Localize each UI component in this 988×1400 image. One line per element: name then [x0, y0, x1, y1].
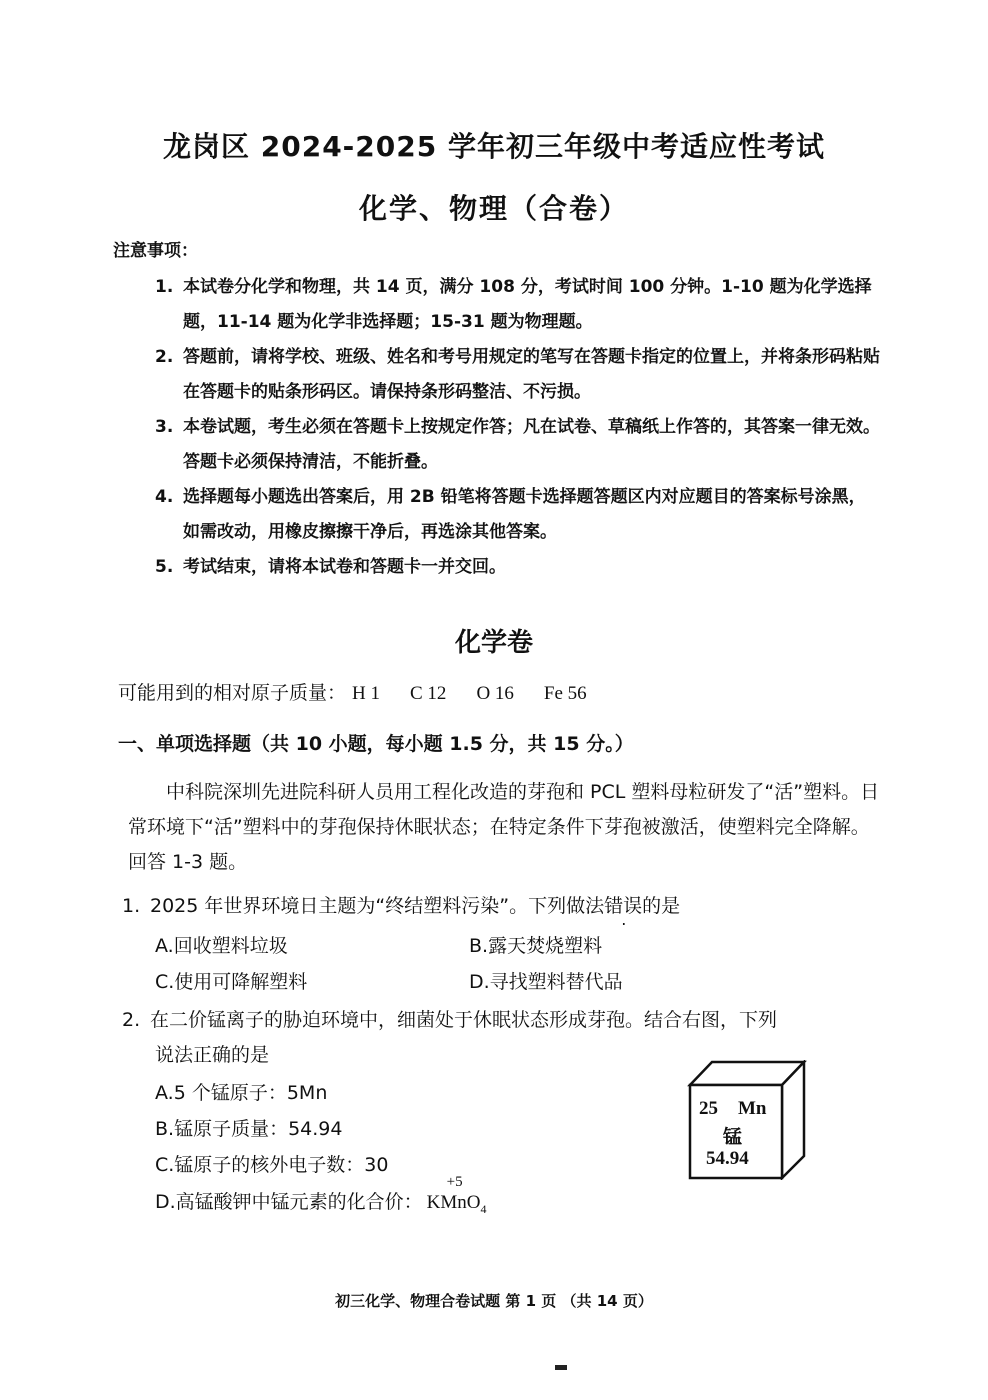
- q1-option-a: A.回收塑料垃圾: [155, 935, 288, 957]
- exam-title: 龙岗区 2024-2025 学年初三年级中考适应性考试: [163, 130, 825, 163]
- q2-option-d-text: D.高锰酸钾中锰元素的化合价：: [155, 1191, 423, 1213]
- element-mass: 54.94: [706, 1148, 749, 1169]
- q2-option-c: C.锰原子的核外电子数：30: [155, 1154, 389, 1176]
- formula-main: KMnO: [426, 1192, 481, 1213]
- question-stem: 在二价锰离子的胁迫环境中，细菌处于休眠状态形成芽孢。结合右图，下列: [150, 1009, 778, 1031]
- question-number: 2.: [122, 1009, 141, 1031]
- note-item: [155, 410, 880, 480]
- atomic-masses: [118, 678, 587, 705]
- question-stem-end: 的是: [642, 895, 681, 917]
- question-1: [122, 891, 680, 918]
- note-item: [155, 270, 880, 340]
- q2-option-b: B.锰原子质量：54.94: [155, 1118, 343, 1140]
- note-number: 5.: [155, 557, 174, 577]
- page-footer: 初三化学、物理合卷试题 第 1 页 （共 14 页）: [335, 1292, 653, 1310]
- question-2: [122, 1002, 882, 1038]
- intro-paragraph: 中科院深圳先进院科研人员用工程化改造的芽孢和 PCL 塑料母粒研发了“活”塑料。日常环境下“活”塑料中的芽孢保持休眠状态；在特定条件下芽孢被激活，使塑料完全降解。回答 1-3 题。: [128, 781, 880, 873]
- valence-label: +5: [446, 1174, 463, 1190]
- note-number: 2.: [155, 347, 174, 367]
- q1-option-b: B.露天焚烧塑料: [469, 935, 603, 957]
- question-stem-continued: 说法正确的是: [155, 1044, 270, 1066]
- element-name: 锰: [723, 1126, 743, 1148]
- exam-subtitle: 化学、物理（合卷）: [358, 192, 629, 225]
- note-item: [155, 550, 880, 585]
- q1-option-c: C.使用可降解塑料: [155, 971, 308, 993]
- atomic-mass-h: H 1: [352, 683, 380, 704]
- formula-subscript: 4: [480, 1201, 487, 1216]
- section-title: 化学卷: [454, 628, 533, 658]
- atomic-masses-label: 可能用到的相对原子质量：: [118, 682, 347, 704]
- note-item: [155, 480, 880, 550]
- notes-heading: 注意事项：: [113, 241, 198, 261]
- question-number: 1.: [122, 895, 141, 917]
- part-heading: 一、单项选择题（共 10 小题，每小题 1.5 分，共 15 分。）: [118, 733, 634, 755]
- note-number: 1.: [155, 277, 174, 297]
- element-symbol: Mn: [738, 1098, 767, 1119]
- atomic-mass-o: O 16: [476, 683, 514, 704]
- note-text: 本试卷分化学和物理，共 14 页，满分 108 分，考试时间 100 分钟。1-10 题为化学选择题，11-14 题为化学非选择题；15-31 题为物理题。: [183, 277, 872, 332]
- note-text: 考试结束，请将本试卷和答题卡一并交回。: [183, 557, 506, 577]
- scan-mark: [555, 1365, 567, 1370]
- q1-option-d: D.寻找塑料替代品: [469, 971, 623, 993]
- note-text: 本卷试题，考生必须在答题卡上按规定作答；凡在试卷、草稿纸上作答的，其答案一律无效。答题卡必须保持清洁，不能折叠。: [183, 417, 880, 472]
- atomic-mass-fe: Fe 56: [543, 683, 587, 704]
- note-number: 3.: [155, 417, 174, 437]
- manganese-element-box: [686, 1060, 811, 1180]
- note-text: 选择题每小题选出答案后，用 2B 铅笔将答题卡选择题答题区内对应题目的答案标号涂黑，如需改动，用橡皮擦擦干净后，再选涂其他答案。: [183, 487, 866, 542]
- notes-list: [155, 270, 880, 585]
- note-number: 4.: [155, 487, 174, 507]
- question-stem: 2025 年世界环境日主题为“终结塑料污染”。下列做法: [150, 895, 605, 917]
- kmno4-formula: [426, 1174, 487, 1217]
- note-item: [155, 340, 880, 410]
- atomic-mass-c: C 12: [410, 683, 447, 704]
- q2-option-a: A.5 个锰原子：5Mn: [155, 1082, 328, 1104]
- element-atomic-number: 25: [699, 1098, 718, 1119]
- note-text: 答题前，请将学校、班级、姓名和考号用规定的笔写在答题卡指定的位置上，并将条形码粘贴在答题卡的贴条形码区。请保持条形码整洁、不污损。: [183, 347, 880, 402]
- question-emphasis: 错误: [604, 895, 643, 917]
- q2-option-d: [155, 1174, 487, 1217]
